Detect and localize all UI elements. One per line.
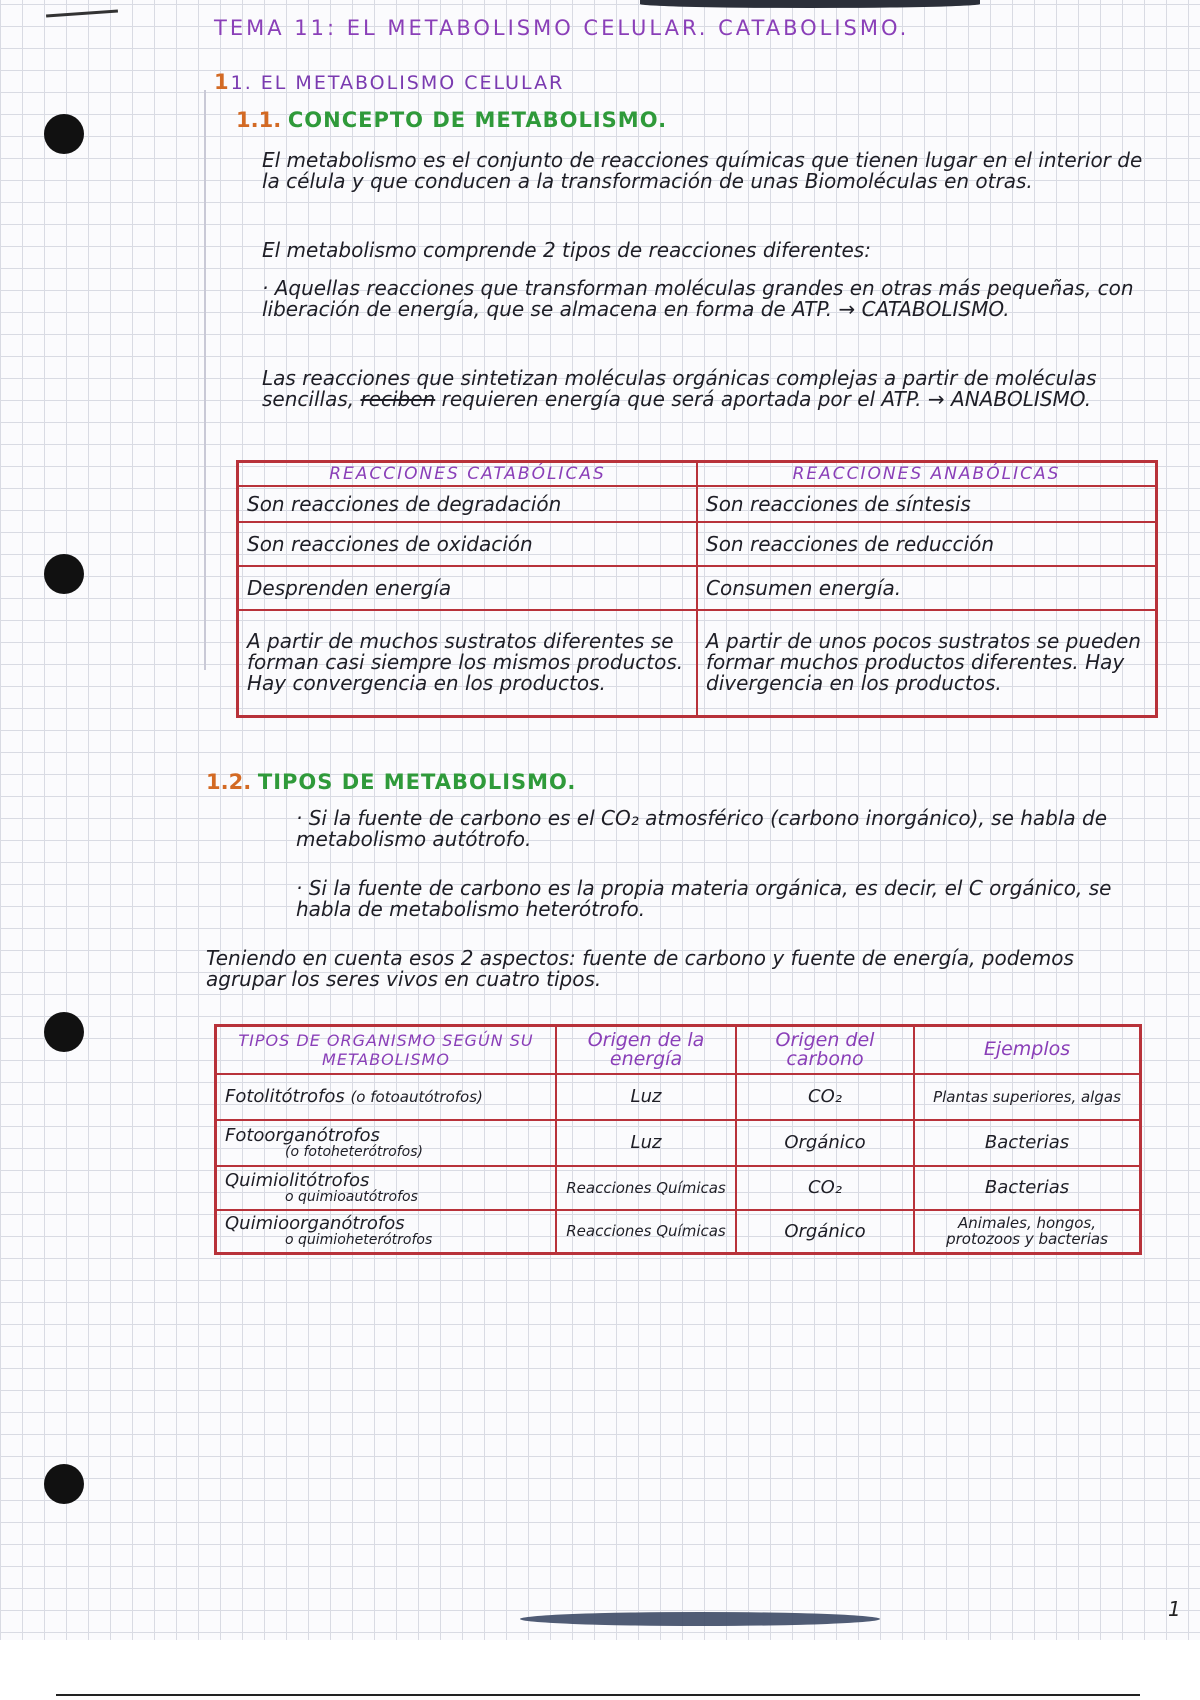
- catabolic-cell: Son reacciones de degradación: [238, 486, 698, 522]
- table-row: [238, 522, 1157, 566]
- page-title: TEMA 11: EL METABOLISMO CELULAR. CATABOLISMO.: [214, 16, 910, 40]
- examples-cell: Bacterias: [914, 1120, 1141, 1166]
- energy-cell: Luz: [556, 1120, 736, 1166]
- table-row: [216, 1166, 1141, 1210]
- organism-types-table: [214, 1024, 1142, 1255]
- types-intro: El metabolismo comprende 2 tipos de reacciones diferentes:: [262, 238, 871, 262]
- catabolic-cell: Desprenden energía: [238, 566, 698, 610]
- organism-type-note: o quimioautótrofos: [285, 1188, 418, 1205]
- section-1-1-number: 1.1.: [236, 108, 282, 132]
- table-header-row: [238, 462, 1157, 487]
- anabolic-cell: A partir de unos pocos sustratos se pueden formar muchos productos diferentes. Hay divergencia en los productos.: [697, 610, 1157, 716]
- page-bottom-shadow: [520, 1612, 880, 1626]
- table-row: [238, 486, 1157, 522]
- binder-hole-2: [44, 554, 84, 594]
- table-row: [216, 1120, 1141, 1166]
- reactions-comparison-table: [236, 460, 1158, 718]
- section-1-2-number: 1.2.: [206, 770, 252, 794]
- page-top-shadow: [640, 0, 980, 8]
- carbon-cell: CO₂: [736, 1074, 914, 1120]
- anabolism-paragraph: [262, 368, 1152, 410]
- carbon-cell: CO₂: [736, 1166, 914, 1210]
- section-1-1-label: CONCEPTO DE METABOLISMO.: [287, 108, 668, 132]
- header-examples: Ejemplos: [914, 1026, 1141, 1074]
- binder-hole-3: [44, 1012, 84, 1052]
- binder-hole-4: [44, 1464, 84, 1504]
- bullet-catabolism: · Aquellas reacciones que transforman moléculas grandes en otras más pequeñas, con liberación de energía, que se almacena en forma de ATP. → CATABOLISMO.: [262, 276, 1134, 321]
- margin-line: [204, 90, 206, 670]
- section-1-number-marker: 1: [214, 70, 231, 94]
- organism-type-cell: [216, 1166, 557, 1210]
- section-1-label: 1. EL METABOLISMO CELULAR: [230, 72, 565, 94]
- table-row: [216, 1210, 1141, 1254]
- anabolism-text-end: requieren energía que será aportada por el ATP. → ANABOLISMO.: [435, 387, 1092, 411]
- header-energy-origin: Origen de la energía: [556, 1026, 736, 1074]
- table-row: [216, 1074, 1141, 1120]
- grouping-paragraph: Teniendo en cuenta esos 2 aspectos: fuente de carbono y fuente de energía, podemos agrupar los seres vivos en cuatro tipos.: [206, 946, 1074, 991]
- header-organism-type: TIPOS DE ORGANISMO SEGÚN SU METABOLISMO: [216, 1026, 557, 1074]
- table-row: [238, 566, 1157, 610]
- header-carbon-origin: Origen del carbono: [736, 1026, 914, 1074]
- anabolic-cell: Son reacciones de síntesis: [697, 486, 1157, 522]
- concept-paragraph: El metabolismo es el conjunto de reacciones químicas que tienen lugar en el interior de la célula y que conducen a la transformación de unas Biomoléculas en otras.: [262, 148, 1143, 193]
- carbon-cell: Orgánico: [736, 1210, 914, 1254]
- organism-type-name: Quimioorganótrofos: [225, 1213, 405, 1235]
- binder-hole-1: [44, 114, 84, 154]
- energy-cell: Reacciones Químicas: [556, 1210, 736, 1254]
- section-1-2-label: TIPOS DE METABOLISMO.: [257, 770, 577, 794]
- energy-cell: Reacciones Químicas: [556, 1166, 736, 1210]
- section-1-2-heading: [206, 770, 576, 794]
- catabolic-cell: Son reacciones de oxidación: [238, 522, 698, 566]
- examples-cell: Bacterias: [914, 1166, 1141, 1210]
- table-header-row: [216, 1026, 1141, 1074]
- examples-cell: Animales, hongos, protozoos y bacterias: [914, 1210, 1141, 1254]
- examples-cell: Plantas superiores, algas: [914, 1074, 1141, 1120]
- catabolic-cell: A partir de muchos sustratos diferentes se forman casi siempre los mismos productos. Hay convergencia en los productos.: [238, 610, 698, 716]
- anabolic-cell: Consumen energía.: [697, 566, 1157, 610]
- section-1-heading: [214, 70, 564, 94]
- organism-type-note: o quimioheterótrofos: [285, 1232, 433, 1249]
- bullet-autotrophic: · Si la fuente de carbono es el CO₂ atmosférico (carbono inorgánico), se habla de metabolismo autótrofo.: [296, 806, 1108, 851]
- organism-type-cell: [216, 1074, 557, 1120]
- page-number: 1: [1168, 1597, 1181, 1621]
- organism-type-name: Quimiolitótrofos: [225, 1169, 370, 1191]
- bullet-heterotrophic: · Si la fuente de carbono es la propia materia orgánica, es decir, el C orgánico, se habla de metabolismo heterótrofo.: [296, 876, 1112, 921]
- section-1-1-heading: [236, 108, 667, 132]
- organism-type-name: Fotoorganótrofos: [225, 1124, 380, 1146]
- anabolism-text-start: Las reacciones que sintetizan moléculas orgánicas complejas a partir de moléculas sencillas,: [262, 366, 1097, 411]
- organism-type-note: (o fotoautótrofos): [350, 1088, 483, 1106]
- bottom-rule-line: [56, 1694, 1140, 1696]
- organism-type-name: Fotolitótrofos: [225, 1086, 345, 1107]
- header-catabolic: REACCIONES CATABÓLICAS: [238, 462, 698, 487]
- carbon-cell: Orgánico: [736, 1120, 914, 1166]
- organism-type-cell: [216, 1120, 557, 1166]
- crossed-out-word: reciben: [360, 387, 436, 411]
- organism-type-note: (o fotoheterótrofos): [285, 1143, 423, 1160]
- header-anabolic: REACCIONES ANABÓLICAS: [697, 462, 1157, 487]
- anabolic-cell: Son reacciones de reducción: [697, 522, 1157, 566]
- table-row: [238, 610, 1157, 716]
- energy-cell: Luz: [556, 1074, 736, 1120]
- organism-type-cell: [216, 1210, 557, 1254]
